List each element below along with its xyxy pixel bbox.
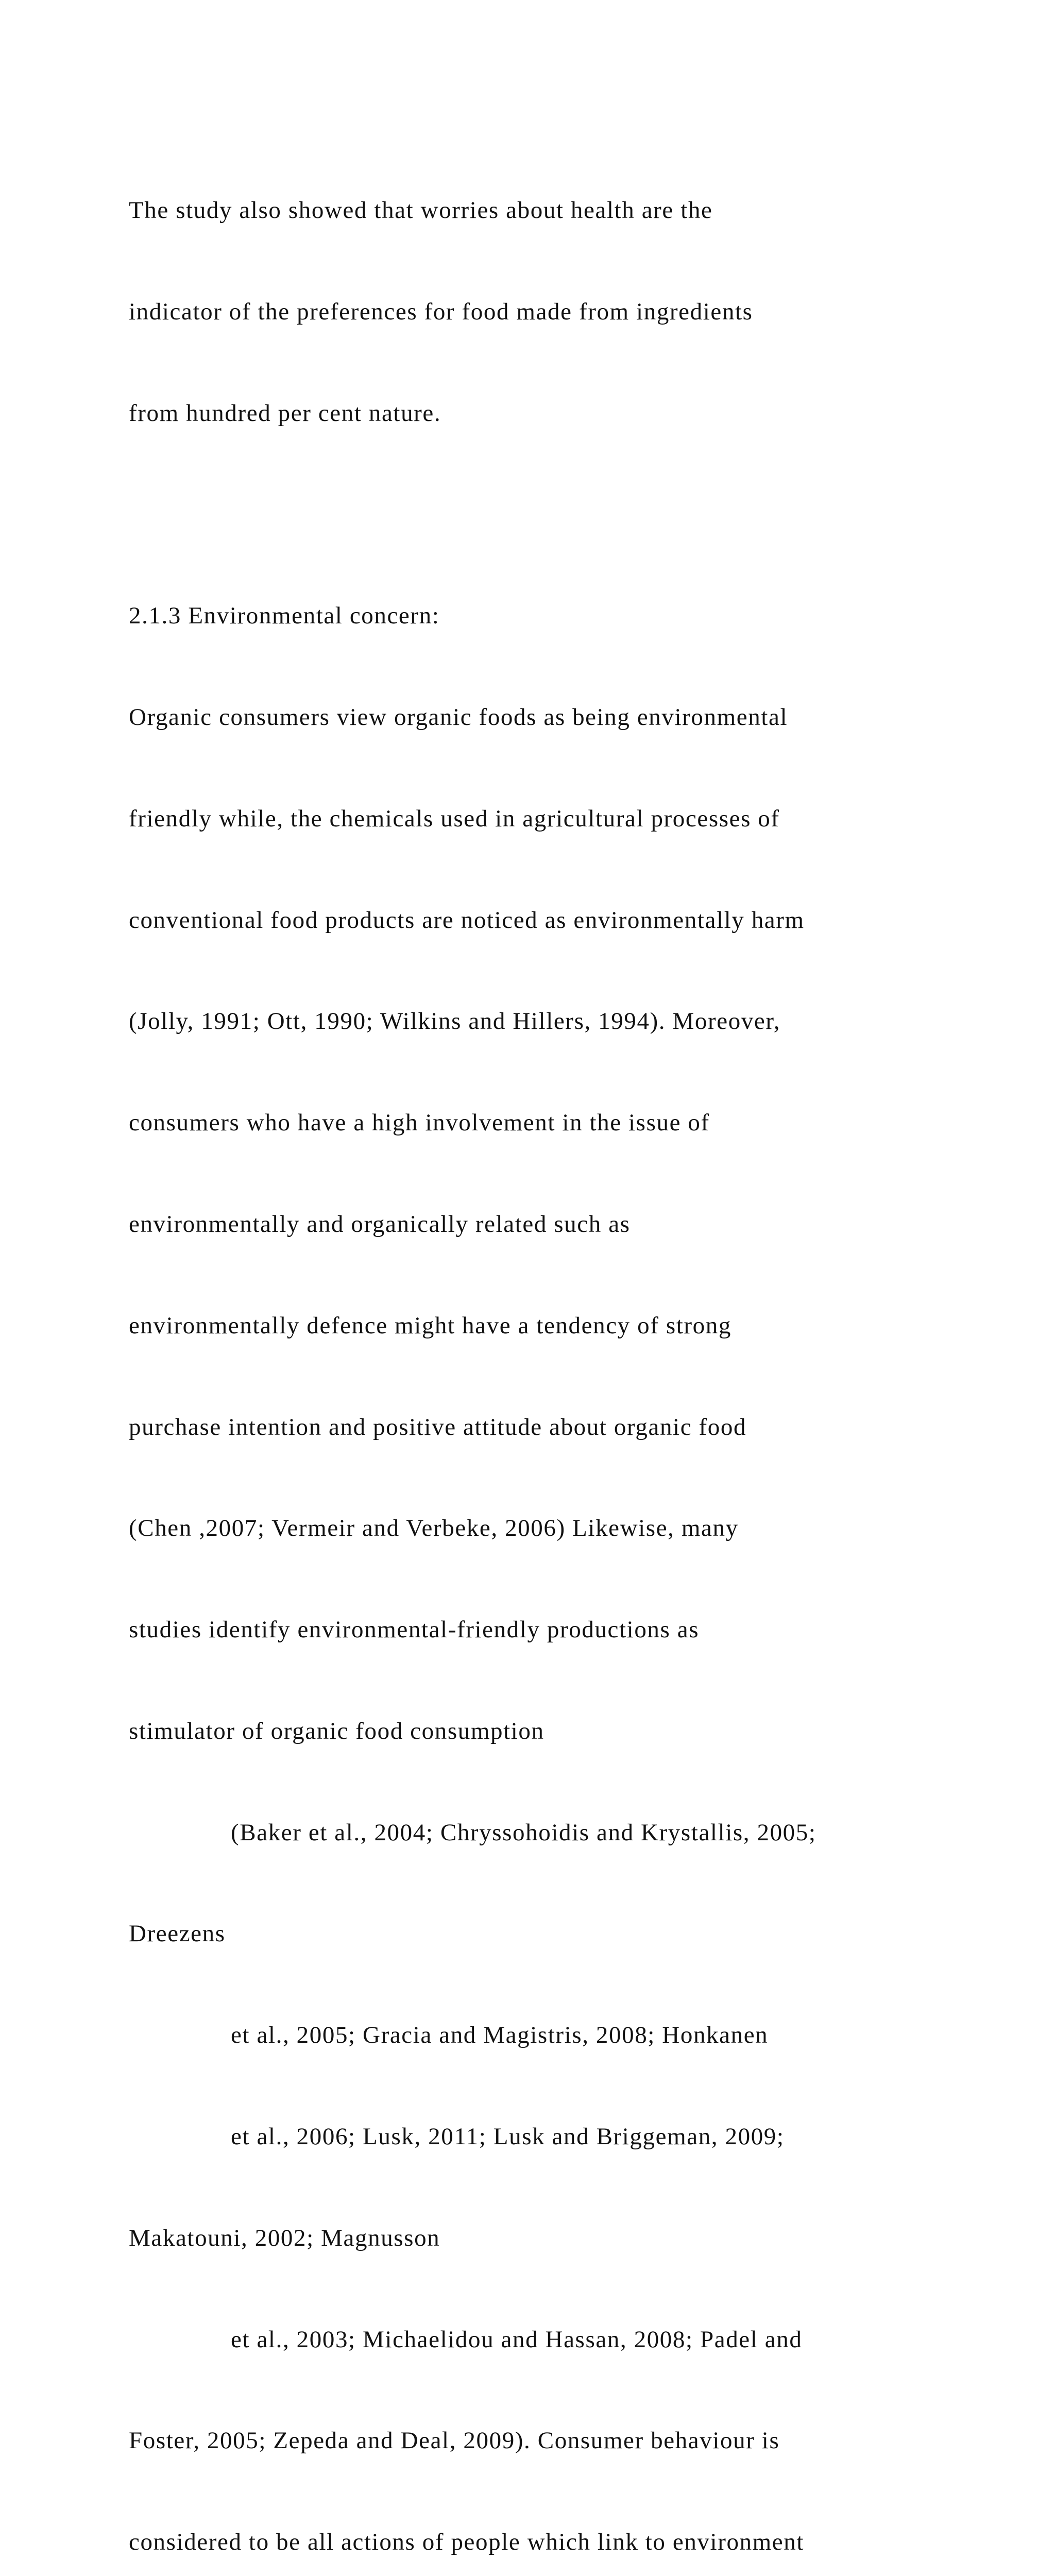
citation-line: et al., 2006; Lusk, 2011; Lusk and Briggeman, 2009; bbox=[231, 2123, 785, 2150]
text-line: studies identify environmental-friendly productions as bbox=[129, 1616, 700, 1643]
text-line: indicator of the preferences for food made from ingredients bbox=[129, 298, 753, 325]
text-line: (Chen ,2007; Vermeir and Verbeke, 2006) Likewise, many bbox=[129, 1515, 739, 1542]
text-line: considered to be all actions of people which link to environment bbox=[129, 2529, 805, 2556]
text-line: Makatouni, 2002; Magnusson bbox=[129, 2224, 440, 2251]
text-line: (Jolly, 1991; Ott, 1990; Wilkins and Hillers, 1994). Moreover, bbox=[129, 1008, 781, 1035]
citation-line: (Baker et al., 2004; Chryssohoidis and Krystallis, 2005; bbox=[231, 1819, 816, 1846]
citation-line: et al., 2003; Michaelidou and Hassan, 2008; Padel and bbox=[231, 2326, 803, 2353]
text-line: consumers who have a high involvement in the issue of bbox=[129, 1109, 710, 1137]
text-line: Organic consumers view organic foods as being environmental bbox=[129, 704, 788, 731]
text-line: conventional food products are noticed as environmentally harm bbox=[129, 906, 805, 934]
text-line: environmentally and organically related such as bbox=[129, 1211, 631, 1238]
text-line: Dreezens bbox=[129, 1920, 226, 1947]
citation-line: et al., 2005; Gracia and Magistris, 2008; Honkanen bbox=[231, 2022, 769, 2049]
text-line: Foster, 2005; Zepeda and Deal, 2009). Consumer behaviour is bbox=[129, 2427, 780, 2454]
text-line: purchase intention and positive attitude about organic food bbox=[129, 1413, 747, 1440]
text-line: stimulator of organic food consumption bbox=[129, 1717, 544, 1744]
text-line: from hundred per cent nature. bbox=[129, 399, 441, 427]
blank-line bbox=[129, 498, 1005, 532]
section-heading: 2.1.3 Environmental concern: bbox=[129, 602, 440, 630]
body-text bbox=[129, 126, 1005, 2576]
text-line: friendly while, the chemicals used in agricultural processes of bbox=[129, 805, 780, 832]
text-line: environmentally defence might have a tendency of strong bbox=[129, 1312, 731, 1339]
text-line: The study also showed that worries about health are the bbox=[129, 197, 713, 224]
